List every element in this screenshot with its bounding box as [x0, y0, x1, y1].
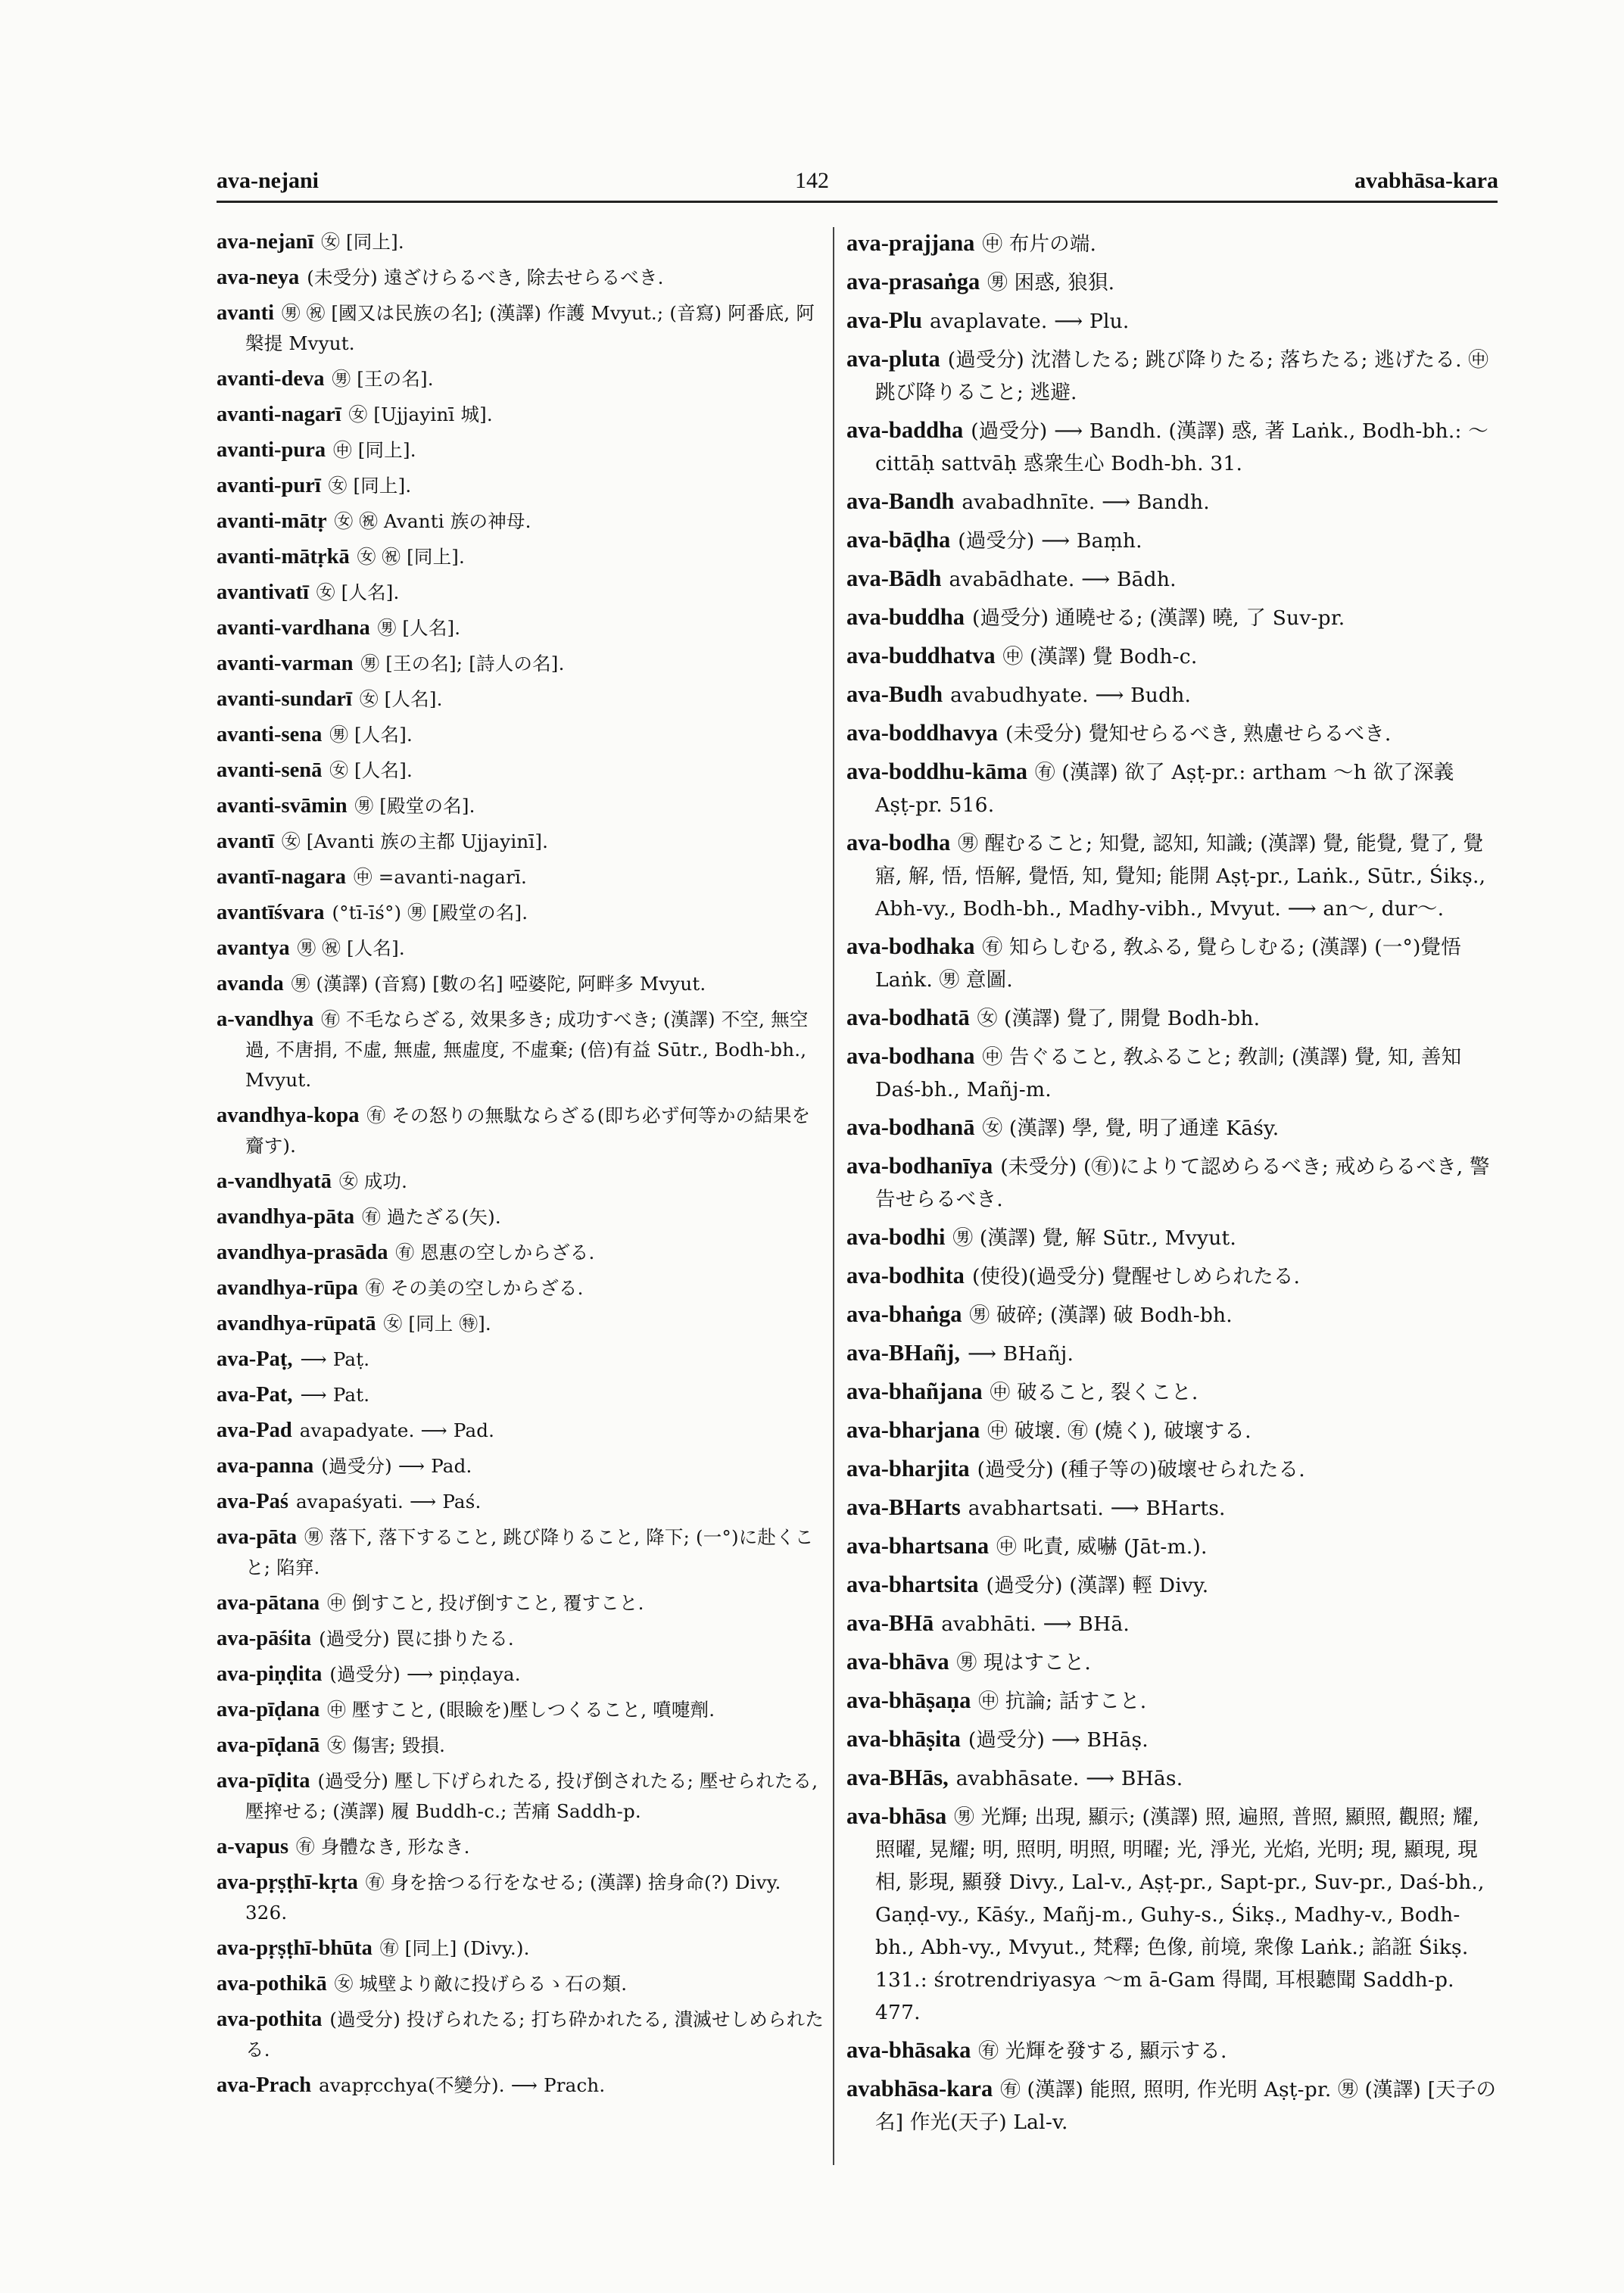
- entry-headword: ava-Pat,: [217, 1383, 293, 1407]
- entry-definition: ㊛ 傷害; 毀損.: [327, 1734, 446, 1756]
- entry-headword: ava-bhāva: [846, 1649, 949, 1675]
- entry-headword: ava-prasaṅga: [846, 269, 980, 294]
- dictionary-entry: [217, 756, 826, 786]
- dictionary-entry: [217, 400, 826, 430]
- entry-definition: ㊛ 城壁より敵に投げらるゝ石の類.: [334, 1973, 628, 1995]
- entry-headword: ava-bodhaka: [846, 933, 975, 959]
- entry-headword: a-vandhya: [217, 1008, 314, 1031]
- dictionary-entry: [217, 1522, 826, 1583]
- dictionary-entry: [846, 717, 1498, 750]
- entry-headword: ava-Paś: [217, 1490, 288, 1513]
- entry-definition: ㊥ 破ること, 裂くこと.: [990, 1381, 1199, 1404]
- entry-definition: ⟶ BHañj.: [967, 1342, 1074, 1366]
- entry-headword: ava-bhartsana: [846, 1533, 990, 1559]
- entry-definition: ㊥ 告ぐること, 敎ふること; 敎訓; (漢譯) 覺, 知, 善知 Daś-bh., Mañj-m.: [875, 1045, 1462, 1101]
- entry-headword: avanti-pura: [217, 438, 326, 462]
- entry-headword: ava-bhāṣita: [846, 1726, 961, 1752]
- entry-definition: avapadyate. ⟶ Pad.: [299, 1419, 495, 1441]
- entry-headword: ava-baddha: [846, 417, 964, 443]
- entry-definition: ㊥ [同上].: [333, 439, 416, 461]
- entry-headword: ava-pāta: [217, 1525, 298, 1549]
- entry-headword: ava-pothita: [217, 2008, 323, 2031]
- dictionary-entry: [846, 485, 1498, 519]
- entry-headword: avanti-sena: [217, 723, 323, 746]
- entry-definition: ㊚ [王の名].: [332, 368, 434, 390]
- entry-headword: ava-Bandh: [846, 488, 955, 514]
- entry-definition: (過受分) (漢譯) 輕 Divy.: [986, 1574, 1209, 1597]
- entry-definition: (未受分) 遠ざけらるべき, 除去せらるべき.: [307, 266, 664, 288]
- entry-definition: ㊒ (漢譯) 能照, 照明, 作光明 Aṣṭ-pr. ㊚ (漢譯) [天子の名] 作光(天子) Lal-v.: [875, 2078, 1497, 2134]
- entry-definition: avabhāsate. ⟶ BHās.: [955, 1767, 1183, 1790]
- entry-definition: ⟶ Paṭ.: [300, 1348, 370, 1370]
- entry-headword: ava-Budh: [846, 681, 943, 707]
- dictionary-entry: [846, 1607, 1498, 1640]
- dictionary-entry: [217, 1451, 826, 1481]
- entry-definition: ㊚ 破碎; (漢譯) 破 Bodh-bh.: [969, 1304, 1233, 1327]
- dictionary-entry: [846, 827, 1498, 925]
- entry-headword: ava-pātana: [217, 1591, 320, 1615]
- entry-headword: avantī: [217, 830, 275, 853]
- dictionary-entry: [846, 1375, 1498, 1409]
- dictionary-entry: [846, 414, 1498, 480]
- page-number: 142: [795, 168, 829, 193]
- dictionary-entry: [217, 506, 826, 537]
- entry-headword: ava-nejanī: [217, 230, 314, 254]
- entry-definition: ㊛ [同上].: [328, 475, 412, 497]
- entry-definition: ㊚ ㊗ [人名].: [297, 937, 405, 959]
- dictionary-entry: [217, 969, 826, 999]
- entry-definition: ㊚ [人名].: [329, 724, 413, 746]
- entry-headword: ava-Bādh: [846, 565, 942, 591]
- entry-definition: ㊛ [人名].: [359, 688, 443, 710]
- entry-headword: a-vapus: [217, 1835, 289, 1858]
- dictionary-entry: [217, 542, 826, 572]
- entry-definition: ㊛ [同上].: [321, 231, 404, 253]
- dictionary-entry: [217, 1624, 826, 1654]
- dictionary-entry: [846, 227, 1498, 260]
- dictionary-entry: [846, 304, 1498, 338]
- entry-definition: ㊒ 知らしむる, 敎ふる, 覺らしむる; (漢譯) (一°)覺悟 Laṅk. ㊚ 意圖.: [875, 936, 1461, 992]
- dictionary-entry: [217, 827, 826, 857]
- entry-headword: ava-prajjana: [846, 230, 975, 256]
- dictionary-entry: [217, 933, 826, 964]
- entry-headword: avanti: [217, 301, 275, 325]
- entry-definition: ㊚ [人名].: [377, 617, 461, 639]
- dictionary-entry: [217, 862, 826, 893]
- entry-definition: (過受分) ⟶ Baṃh.: [958, 529, 1142, 553]
- entry-definition: ㊛ 成功.: [339, 1170, 408, 1192]
- entry-definition: ㊚ [殿堂の名].: [354, 795, 475, 817]
- entry-definition: ㊒ (漢譯) 欲了 Aṣṭ-pr.: artham ～h 欲了深義 Aṣṭ-pr. 516.: [875, 761, 1454, 817]
- dictionary-entry: [217, 898, 826, 928]
- entry-definition: ㊚ [王の名]; [詩人の名].: [360, 653, 565, 675]
- dictionary-entry: [846, 1723, 1498, 1756]
- dictionary-entry: [846, 343, 1498, 409]
- dictionary-entry: [217, 1487, 826, 1517]
- dictionary-entry: [846, 1453, 1498, 1486]
- entry-headword: ava-pothikā: [217, 1972, 327, 1995]
- entry-definition: ㊒ [同上] (Divy.).: [379, 1937, 530, 1959]
- dictionary-entry: [846, 1260, 1498, 1293]
- dictionary-entry: [217, 1695, 826, 1725]
- entry-definition: ㊛ [Ujjayinī 城].: [348, 403, 493, 425]
- dictionary-entry: [217, 1766, 826, 1827]
- entry-definition: ㊛ ㊗ [同上].: [357, 546, 466, 568]
- entry-definition: avabadhnīte. ⟶ Bandh.: [962, 491, 1210, 514]
- dictionary-entry: [217, 1933, 826, 1964]
- dictionary-entry: [846, 1040, 1498, 1106]
- dictionary-entry: [217, 1659, 826, 1690]
- entry-definition: ㊚ ㊗ [國又は民族の名]; (漢譯) 作護 Mvyut.; (音寫) 阿番底, 阿槃提 Mvyut.: [245, 302, 815, 354]
- entry-headword: ava-Plu: [846, 307, 922, 333]
- entry-headword: avantya: [217, 936, 290, 960]
- entry-headword: avantīśvara: [217, 901, 325, 924]
- dictionary-entry: [217, 1832, 826, 1862]
- entry-headword: ava-bodhita: [846, 1263, 965, 1288]
- entry-definition: ㊚ 光輝; 出現, 顯示; (漢譯) 照, 遍照, 普照, 顯照, 觀照; 耀, 照曜, 晃耀; 明, 照明, 明照, 明曜; 光, 淨光, 光焰, 光明; 現, 顯現, 現相, 影現, 顯發 Divy., Lal-v., Aṣṭ-pr., Sapt-pr., Suv-pr., Daś-bh., Gaṇḍ-vy., Kāśy., Mañj-m., Guhy-s., Śikṣ., Madhy-v., Bodh-bh., Abh-vy., Mvyut., 梵釋; 色像, 前境, 衆像 Laṅk.; 諂誑 Śikṣ. 131.: śrotrendriyasya ～m ā-Gam 得聞, 耳根聽聞 Saddh-p. 477.: [875, 1805, 1485, 2024]
- dictionary-entry: [217, 1238, 826, 1268]
- entry-definition: ㊚ (漢譯) 覺, 解 Sūtr., Mvyut.: [952, 1226, 1236, 1250]
- entry-definition: ㊛ [同上 ㊕].: [383, 1313, 491, 1335]
- entry-headword: ava-bhaṅga: [846, 1301, 962, 1327]
- dictionary-entry: [217, 1202, 826, 1232]
- entry-headword: ava-bodhatā: [846, 1005, 970, 1030]
- entry-headword: avanti-varman: [217, 652, 354, 675]
- dictionary-entry: [217, 684, 826, 715]
- entry-headword: avandhya-rūpa: [217, 1276, 358, 1300]
- dictionary-entry: [217, 1969, 826, 1999]
- entry-headword: ava-bodha: [846, 830, 951, 855]
- entry-headword: avanti-vardhana: [217, 616, 370, 640]
- entry-definition: ㊚ 落下, 落下すること, 跳び降りること, 降下; (一°)に赴くこと; 陷穽.: [245, 1526, 814, 1578]
- dictionary-entry: [846, 2034, 1498, 2067]
- entry-definition: ㊒ 不毛ならざる, 效果多き; 成功すべき; (漢譯) 不空, 無空過, 不唐捐, 不虛, 無虛, 無虛度, 不虛棄; (倍)有益 Sūtr., Bodh-bh., Mvyut.: [245, 1008, 809, 1091]
- entry-headword: avandhya-prasāda: [217, 1241, 388, 1264]
- entry-definition: ㊛ ㊗ Avanti 族の神母.: [334, 510, 531, 532]
- entry-definition: avabhāti. ⟶ BHā.: [941, 1612, 1130, 1636]
- dictionary-entry: [846, 756, 1498, 821]
- entry-headword: avantivatī: [217, 581, 309, 604]
- dictionary-entry: [217, 720, 826, 750]
- dictionary-entry: [217, 1309, 826, 1339]
- entry-headword: ava-bharjita: [846, 1456, 970, 1481]
- dictionary-entry: [846, 1646, 1498, 1679]
- dictionary-entry: [217, 1868, 826, 1928]
- dictionary-entry: [846, 1491, 1498, 1525]
- dictionary-entry: [846, 1530, 1498, 1563]
- entry-definition: (°tī-īś°) ㊚ [殿堂の名].: [332, 902, 528, 924]
- entry-definition: (過受分) 通曉せる; (漢譯) 曉, 了 Suv-pr.: [971, 606, 1345, 630]
- entry-headword: ava-pīḍita: [217, 1769, 310, 1793]
- entry-headword: ava-Paṭ,: [217, 1347, 293, 1371]
- entry-definition: avaplavate. ⟶ Plu.: [929, 310, 1130, 333]
- entry-headword: avanti-purī: [217, 474, 321, 497]
- dictionary-entry: [846, 1221, 1498, 1254]
- entry-headword: ava-neya: [217, 266, 300, 289]
- entry-headword: ava-BHās,: [846, 1765, 949, 1790]
- dictionary-entry: [217, 227, 826, 257]
- entry-definition: ㊒ 身を捨つる行をなせる; (漢譯) 捨身命(?) Divy. 326.: [245, 1871, 781, 1924]
- dictionary-entry: [217, 2070, 826, 2101]
- dictionary-entry: [217, 1167, 826, 1197]
- dictionary-entry: [217, 791, 826, 821]
- entry-headword: avanti-senā: [217, 759, 323, 782]
- entry-headword: ava-boddhu-kāma: [846, 759, 1027, 784]
- entry-headword: ava-pluta: [846, 346, 940, 372]
- running-head-left: ava-nejani: [217, 168, 319, 193]
- entry-definition: (過受分) ⟶ BHāṣ.: [968, 1728, 1149, 1752]
- dictionary-entry: [846, 266, 1498, 299]
- dictionary-entry: [217, 1344, 826, 1375]
- running-head-right: avabhāsa-kara: [1354, 168, 1498, 193]
- entry-headword: ava-bodhanā: [846, 1114, 975, 1140]
- entry-headword: ava-pāśita: [217, 1627, 312, 1650]
- entry-definition: ㊛ [人名].: [329, 759, 413, 781]
- entry-definition: avapṛcchya(不變分). ⟶ Prach.: [319, 2074, 606, 2096]
- dictionary-entry: [846, 1684, 1498, 1718]
- entry-headword: ava-Prach: [217, 2073, 312, 2097]
- dictionary-entry: [217, 364, 826, 394]
- entry-headword: ava-BHarts: [846, 1494, 961, 1520]
- dictionary-entry: [217, 1731, 826, 1761]
- entry-definition: avabhartsati. ⟶ BHarts.: [968, 1497, 1226, 1520]
- entry-headword: ava-bodhi: [846, 1224, 946, 1250]
- entry-definition: ㊛ [Avanti 族の主都 Ujjayinī].: [282, 830, 549, 852]
- dictionary-entry: [217, 1416, 826, 1446]
- entry-headword: avanti-deva: [217, 367, 325, 391]
- dictionary-entry: [846, 1569, 1498, 1602]
- entry-headword: ava-BHañj,: [846, 1340, 960, 1366]
- entry-definition: avabudhyate. ⟶ Budh.: [950, 684, 1192, 707]
- dictionary-entry: [846, 1111, 1498, 1145]
- entry-definition: ㊒ その怒りの無駄ならざる(即ち必ず何等かの結果を齎す).: [245, 1104, 811, 1157]
- dictionary-entry: [217, 1005, 826, 1095]
- entry-headword: ava-pīḍana: [217, 1698, 320, 1721]
- dictionary-entry: [217, 263, 826, 293]
- entry-definition: (過受分) 壓し下げられたる, 投げ倒されたる; 壓せられたる, 壓搾せる; (漢譯) 履 Buddh-c.; 苦痛 Saddh-p.: [245, 1770, 818, 1822]
- entry-definition: ㊚ 困惑, 狼狽.: [987, 271, 1115, 294]
- entry-headword: avanti-sundarī: [217, 687, 352, 711]
- entry-headword: ava-piṇḍita: [217, 1662, 323, 1686]
- entry-headword: a-vandhyatā: [217, 1170, 332, 1193]
- dictionary-entry: [846, 1337, 1498, 1370]
- entry-definition: avabādhate. ⟶ Bādh.: [949, 568, 1177, 591]
- entry-definition: ㊒ 過たざる(矢).: [362, 1206, 501, 1228]
- dictionary-entry: [217, 1101, 826, 1161]
- dictionary-entry: [217, 1273, 826, 1304]
- entry-definition: ㊥ (漢譯) 覺 Bodh-c.: [1002, 645, 1198, 668]
- dictionary-entry: [846, 562, 1498, 596]
- dictionary-entry: [846, 1150, 1498, 1216]
- entry-definition: ㊚ (漢譯) (音寫) [數の名] 啞婆陀, 阿畔多 Mvyut.: [291, 973, 706, 995]
- entry-definition: ㊒ 光輝を發する, 顯示する.: [978, 2039, 1227, 2063]
- entry-headword: ava-boddhavya: [846, 720, 999, 746]
- entry-headword: ava-bāḍha: [846, 527, 951, 553]
- column-divider: [833, 227, 834, 2165]
- entry-definition: ㊥ 壓すこと, (眼瞼を)壓しつくること, 噴嚏劑.: [327, 1699, 715, 1721]
- entry-definition: ㊥ 叱責, 威嚇 (Jāt-m.).: [996, 1535, 1208, 1559]
- entry-headword: ava-bodhana: [846, 1043, 975, 1069]
- dictionary-entry: [846, 640, 1498, 673]
- entry-headword: ava-bhāsaka: [846, 2037, 971, 2063]
- entry-definition: (過受分) 投げられたる; 打ち砕かれたる, 潰滅せしめられたる.: [245, 2008, 824, 2061]
- entry-headword: avanda: [217, 972, 284, 995]
- entry-headword: ava-Pad: [217, 1419, 292, 1442]
- entry-definition: ㊥ 布片の端.: [982, 232, 1097, 256]
- entry-definition: (未受分) (㊒)によりて認めらるべき; 戒めらるべき, 警告せらるべき.: [875, 1155, 1490, 1211]
- entry-definition: ⟶ Pat.: [300, 1384, 370, 1406]
- entry-definition: ㊥ 倒すこと, 投げ倒すこと, 覆すこと.: [327, 1592, 644, 1614]
- entry-headword: ava-pṛṣṭhī-bhūta: [217, 1936, 372, 1960]
- entry-headword: ava-buddhatva: [846, 643, 996, 668]
- entry-headword: ava-pṛṣṭhī-kṛta: [217, 1871, 358, 1894]
- entry-definition: ㊥ =avanti-nagarī.: [354, 866, 528, 888]
- entry-headword: avanti-mātṛ: [217, 509, 327, 533]
- dictionary-entry: [846, 2073, 1498, 2139]
- dictionary-entry: [217, 435, 826, 466]
- entry-definition: (過受分) 沈潜したる; 跳び降りたる; 落ちたる; 逃げたる. ㊥ 跳び降りること; 逃避.: [875, 348, 1489, 404]
- entry-definition: ㊛ (漢譯) 覺了, 開覺 Bodh-bh.: [977, 1007, 1261, 1030]
- dictionary-entry: [217, 1380, 826, 1410]
- entry-headword: avantī-nagara: [217, 865, 346, 889]
- entry-definition: ㊛ (漢譯) 學, 覺, 明了通達 Kāśy.: [982, 1117, 1280, 1140]
- entry-definition: ㊒ 身體なき, 形なき.: [296, 1836, 470, 1858]
- entry-definition: (過受分) ⟶ piṇḍaya.: [329, 1663, 521, 1685]
- entry-definition: (過受分) (種子等の)破壞せられたる.: [977, 1458, 1305, 1481]
- dictionary-entry: [846, 601, 1498, 634]
- dictionary-entry: [217, 649, 826, 679]
- dictionary-entry: [217, 471, 826, 501]
- dictionary-entry: [846, 1414, 1498, 1447]
- dictionary-entry: [217, 298, 826, 359]
- entry-definition: avapaśyati. ⟶ Paś.: [296, 1491, 482, 1513]
- dictionary-entry: [846, 1800, 1498, 2029]
- dictionary-entry: [217, 2005, 826, 2065]
- entry-definition: ㊚ 醒むること; 知覺, 認知, 知識; (漢譯) 覺, 能覺, 覺了, 覺寤, 解, 悟, 悟解, 覺悟, 知, 覺知; 能開 Aṣṭ-pr., Laṅk., Sūtr., Śikṣ., Abh-vy., Bodh-bh., Madhy-vibh., Mvyut. ⟶ an～, dur～.: [875, 832, 1486, 921]
- entry-headword: ava-bodhanīya: [846, 1153, 993, 1179]
- entry-headword: ava-panna: [217, 1454, 314, 1478]
- entry-definition: (使役)(過受分) 覺醒せしめられたる.: [971, 1265, 1301, 1288]
- dictionary-entry: [846, 1002, 1498, 1035]
- entry-headword: ava-bharjana: [846, 1417, 980, 1443]
- entry-headword: ava-buddha: [846, 604, 965, 630]
- entry-headword: ava-bhartsita: [846, 1572, 979, 1597]
- dictionary-entry: [846, 930, 1498, 996]
- entry-definition: ㊥ 破壞. ㊒ (燒く), 破壞する.: [987, 1419, 1252, 1443]
- entry-headword: avandhya-pāta: [217, 1205, 355, 1229]
- entry-definition: ㊛ [人名].: [316, 581, 400, 603]
- dictionary-entry: [846, 524, 1498, 557]
- left-column: [217, 227, 826, 2106]
- entry-headword: avanti-nagarī: [217, 403, 341, 426]
- dictionary-entry: [846, 1762, 1498, 1795]
- dictionary-entry: [217, 613, 826, 643]
- entry-headword: avandhya-rūpatā: [217, 1312, 376, 1335]
- dictionary-entry: [217, 578, 826, 608]
- entry-headword: avanti-svāmin: [217, 794, 348, 818]
- entry-headword: ava-bhāsa: [846, 1803, 947, 1829]
- right-column: [846, 227, 1498, 2144]
- entry-definition: (未受分) 覺知せらるべき, 熟慮せらるべき.: [1005, 722, 1392, 746]
- entry-definition: ㊒ その美の空しからざる.: [365, 1277, 584, 1299]
- entry-headword: ava-pīḍanā: [217, 1734, 320, 1757]
- entry-headword: ava-bhāṣaṇa: [846, 1687, 971, 1713]
- entry-definition: (過受分) ⟶ Bandh. (漢譯) 惑, 著 Laṅk., Bodh-bh.: ～cittāḥ sattvāḥ 惑衆生心 Bodh-bh. 31.: [875, 419, 1488, 475]
- entry-definition: ㊥ 抗論; 話すこと.: [978, 1690, 1147, 1713]
- dictionary-entry: [846, 678, 1498, 712]
- dictionary-entry: [846, 1298, 1498, 1332]
- entry-definition: (過受分) 罠に掛りたる.: [319, 1628, 514, 1650]
- entry-headword: avanti-mātṛkā: [217, 545, 350, 569]
- entry-headword: avandhya-kopa: [217, 1104, 360, 1127]
- dictionary-entry: [217, 1588, 826, 1618]
- entry-headword: ava-bhañjana: [846, 1379, 983, 1404]
- entry-definition: ㊚ 現はすこと.: [956, 1651, 1092, 1675]
- entry-definition: ㊒ 恩惠の空しからざる.: [395, 1242, 595, 1263]
- header-rule: [217, 201, 1498, 203]
- entry-definition: (過受分) ⟶ Pad.: [321, 1455, 472, 1477]
- entry-headword: ava-BHā: [846, 1610, 934, 1636]
- entry-headword: avabhāsa-kara: [846, 2076, 993, 2101]
